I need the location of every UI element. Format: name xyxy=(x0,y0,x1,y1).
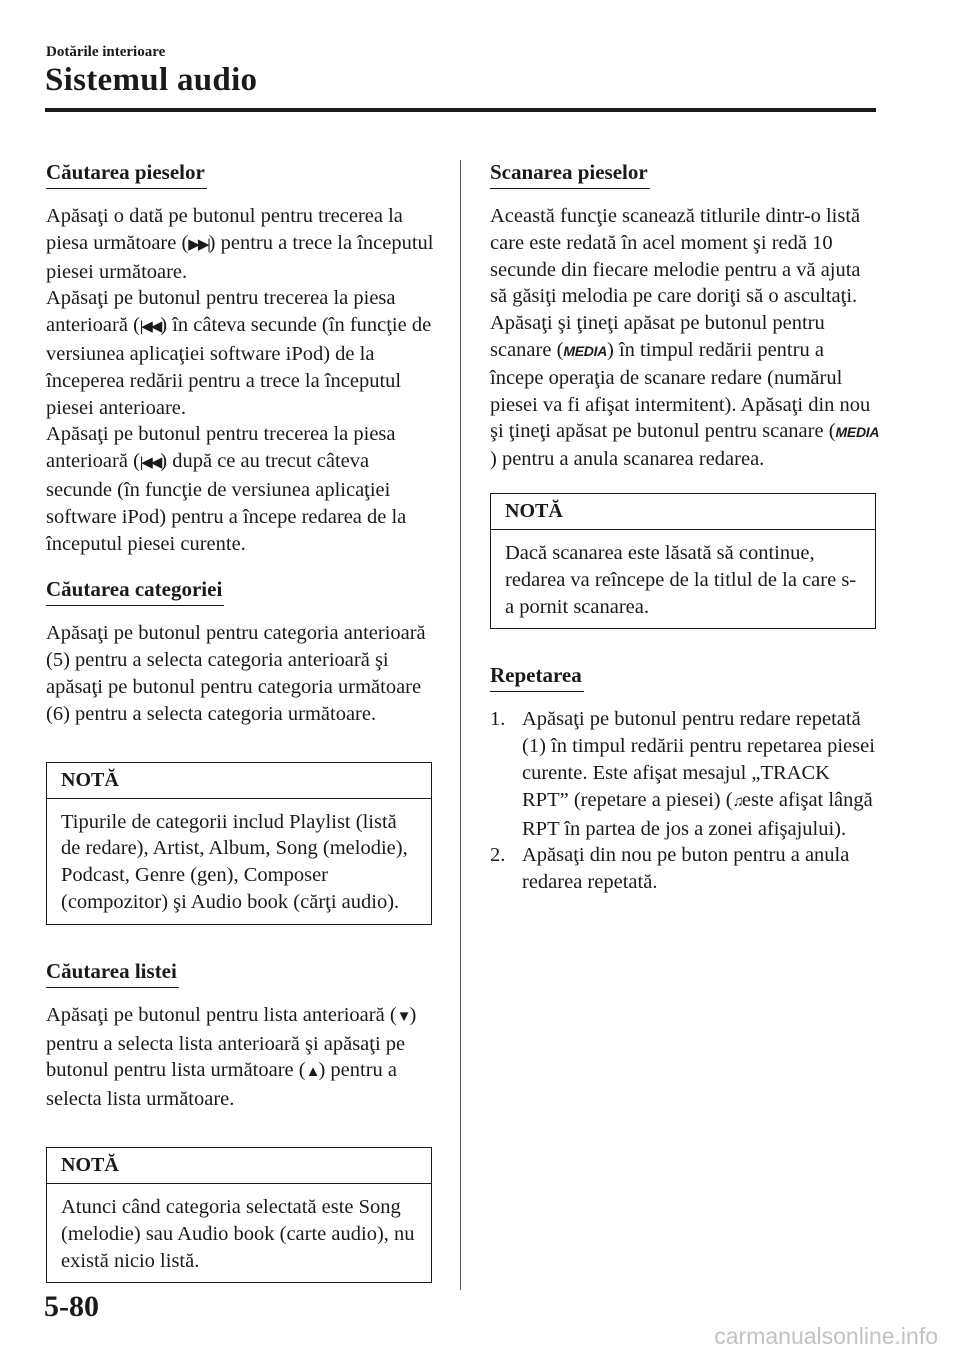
list-search-heading: Căutarea listei xyxy=(46,959,179,988)
right-column xyxy=(490,160,880,896)
watermark: carmanualsonline.info xyxy=(714,1323,938,1349)
note-box-list xyxy=(46,1147,432,1283)
previous-track-icon: |◀◀ xyxy=(139,455,161,472)
note-heading: NOTĂ xyxy=(47,1148,431,1184)
title-rule xyxy=(45,108,876,112)
repeat-heading: Repetarea xyxy=(490,663,584,692)
media-button-icon: MEDIA xyxy=(563,342,608,359)
music-note-icon: ♫ xyxy=(732,793,742,810)
list-search-text: Apăsaţi pe butonul pentru lista anterioară (▼) pentru a selecta lista anterioară şi apăsaţi pe butonul pentru lista următoare (▲) pentru a selecta lista următoare. xyxy=(46,1003,417,1111)
track-search-paragraph-1: Apăsaţi o dată pe butonul pentru trecerea la piesa următoare (▶▶|) pentru a trece la începutul piesei următoare. xyxy=(46,205,434,283)
next-track-icon: ▶▶| xyxy=(188,236,209,253)
category-search-section xyxy=(46,577,436,727)
scan-heading: Scanarea pieselor xyxy=(490,160,650,189)
scan-section xyxy=(490,160,880,473)
page-number: 5-80 xyxy=(44,1290,99,1323)
page-title: Sistemul audio xyxy=(45,62,258,98)
repeat-steps xyxy=(490,706,880,896)
track-search-heading: Căutarea pieselor xyxy=(46,160,207,189)
note-text: Dacă scanarea este lăsată să continue, redarea va reîncepe de la titlul de la care s-a pornit scanarea. xyxy=(505,541,857,618)
note-text: Tipurile de categorii includ Playlist (listă de redare), Artist, Album, Song (melodie), Podcast, Genre (gen), Composer (compozitor) şi Audio book (cărţi audio). xyxy=(61,810,408,913)
chapter-label: Dotările interioare xyxy=(46,44,166,60)
media-button-icon: MEDIA xyxy=(835,424,880,441)
note-text: Atunci când categoria selectată este Song (melodie) sau Audio book (carte audio), nu există nicio listă. xyxy=(61,1195,415,1272)
up-arrow-icon: ▲ xyxy=(305,1064,319,1081)
note-heading: NOTĂ xyxy=(491,494,875,530)
scan-paragraph-2: Apăsaţi şi ţineţi apăsat pe butonul pentru scanare (MEDIA) în timpul redării pentru a începe operaţia de scanare redare (numărul piesei va fi afişat intermitent). Apăsaţi din nou şi ţineţi apăsat pe butonul pentru scanare (MEDIA) pentru a anula scanarea redarea. xyxy=(490,312,880,471)
column-divider xyxy=(460,160,461,1290)
note-box-categories xyxy=(46,762,432,925)
note-heading: NOTĂ xyxy=(47,763,431,799)
list-search-section xyxy=(46,959,436,1113)
note-box-scan xyxy=(490,493,876,629)
down-arrow-icon: ▼ xyxy=(396,1008,410,1025)
list-item: 2. Apăsaţi din nou pe buton pentru a anula redarea repetată. xyxy=(490,844,850,894)
repeat-section xyxy=(490,663,880,896)
left-column xyxy=(46,160,436,1283)
track-search-section xyxy=(46,160,436,557)
category-search-text: Apăsaţi pe butonul pentru categoria anterioară (5) pentru a selecta categoria anterioară şi apăsaţi pe butonul pentru categoria următoare (6) pentru a selecta categoria următoare. xyxy=(46,622,426,725)
scan-paragraph-1: Această funcţie scanează titlurile dintr-o listă care este redată în acel moment şi redă 10 secunde din fiecare melodie pentru a vă ajuta să găsiţi melodia pe care doriţi să o ascultaţi. xyxy=(490,205,861,308)
track-search-paragraph-3: Apăsaţi pe butonul pentru trecerea la piesa anterioară (|◀◀) după ce au trecut câteva secunde (în funcţie de versiunea aplicaţiei software iPod) pentru a începe redarea de la începutul piesei curente. xyxy=(46,423,407,555)
previous-track-icon: |◀◀ xyxy=(139,319,161,336)
list-item: 1. Apăsaţi pe butonul pentru redare repetată (1) în timpul redării pentru repetarea piesei curente. Este afişat mesajul „TRACK RPT” (repetare a piesei) (♫este afişat lângă RPT în partea de jos a zonei afişajului). xyxy=(490,708,875,840)
track-search-paragraph-2: Apăsaţi pe butonul pentru trecerea la piesa anterioară (|◀◀) în câteva secunde (în funcţie de versiunea aplicaţiei software iPod) de la începerea redării pentru a trece la începutul piesei anterioare. xyxy=(46,287,432,419)
category-search-heading: Căutarea categoriei xyxy=(46,577,224,606)
